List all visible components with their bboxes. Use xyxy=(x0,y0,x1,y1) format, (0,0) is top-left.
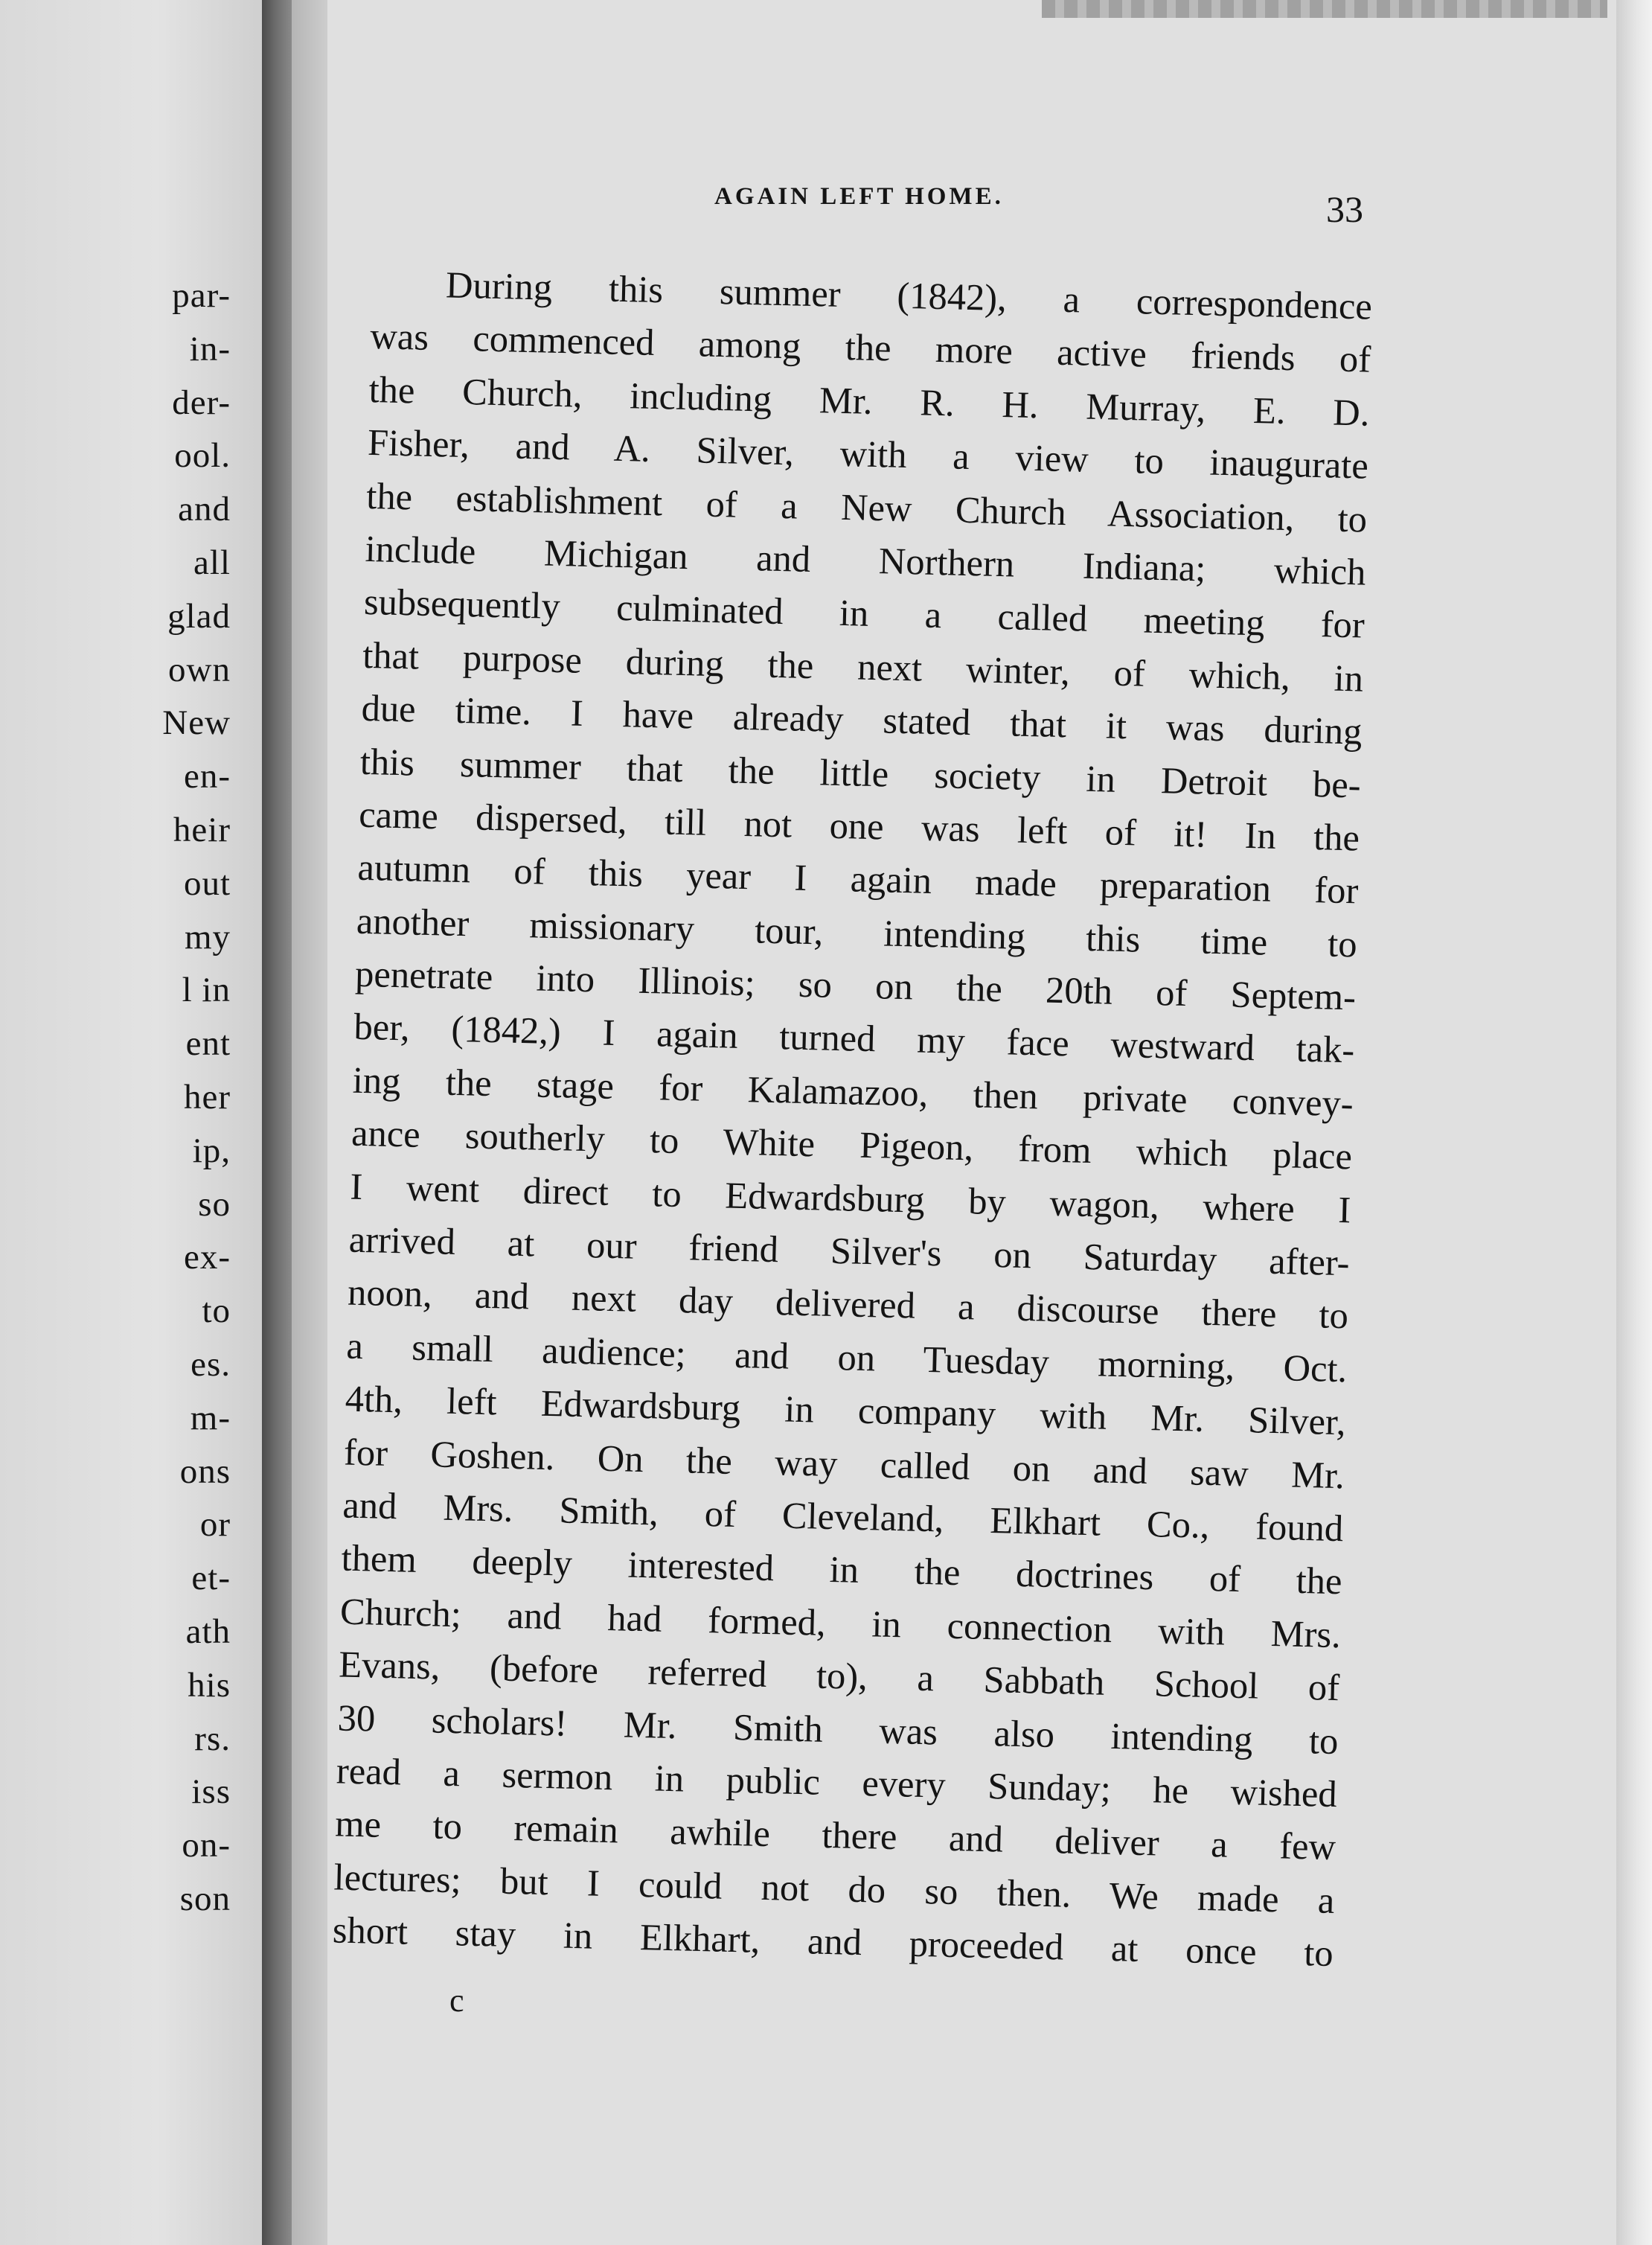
text-line: them deeply interested in the doctrines of the xyxy=(341,1536,1343,1603)
left-page-text xyxy=(162,269,231,1926)
left-line: or xyxy=(199,1505,231,1545)
left-line: glad xyxy=(167,596,231,636)
left-page-fragment xyxy=(0,0,262,2245)
left-line: New xyxy=(162,703,231,743)
text-line: for Goshen. On the way called on and saw Mr. xyxy=(343,1431,1345,1496)
text-line: ber, (1842,) I again turned my face westward tak- xyxy=(353,1006,1355,1071)
text-line: Fisher, and A. Silver, with a view to inaugurate xyxy=(367,421,1369,487)
left-line: my xyxy=(184,917,231,957)
left-line: ool. xyxy=(174,436,231,476)
left-line: in- xyxy=(189,329,231,368)
left-line: ath xyxy=(185,1612,231,1651)
left-line: own xyxy=(168,650,231,689)
left-line: out xyxy=(183,863,231,903)
text-line: Church; and had formed, in connection with Mrs. xyxy=(339,1590,1342,1655)
text-line: penetrate into Illinois; so on the 20th of Septem- xyxy=(354,952,1357,1018)
left-line: et- xyxy=(191,1559,231,1598)
left-line: her xyxy=(183,1077,231,1117)
left-line: and xyxy=(178,490,231,529)
text-line: subsequently culminated in a called meeting for xyxy=(363,581,1366,646)
left-line: ent xyxy=(185,1024,231,1064)
left-line: ip, xyxy=(192,1131,231,1170)
left-line: rs. xyxy=(194,1719,231,1758)
text-line: me to remain awhile there and deliver a few xyxy=(334,1802,1336,1868)
text-line: another missionary tour, intending this time to xyxy=(356,899,1358,965)
text-line: and Mrs. Smith, of Cleveland, Elkhart Co., found xyxy=(342,1484,1344,1550)
left-line: par- xyxy=(172,276,231,315)
body-text xyxy=(332,257,1372,1981)
left-line: en- xyxy=(183,757,231,796)
text-line: came dispersed, till not one was left of it! In the xyxy=(358,793,1360,859)
left-line: es. xyxy=(191,1344,231,1384)
text-line: autumn of this year I again made preparation for xyxy=(357,846,1359,912)
left-line: to xyxy=(202,1291,231,1331)
text-line: noon, and next day delivered a discourse there to xyxy=(347,1271,1349,1337)
text-line: this summer that the little society in Detroit be- xyxy=(359,740,1362,806)
text-line: due time. I have already stated that it was during xyxy=(361,686,1363,753)
left-line: heir xyxy=(173,810,231,849)
text-line: Evans, (before referred to), a Sabbath School of xyxy=(338,1643,1340,1709)
text-line: 4th, left Edwardsburg in company with Mr. Silver, xyxy=(345,1377,1347,1443)
text-line: short stay in Elkhart, and proceeded at once to xyxy=(332,1909,1334,1975)
text-line: a small audience; and on Tuesday morning, Oct. xyxy=(345,1324,1348,1390)
book-gutter xyxy=(292,0,327,2245)
text-line: ing the stage for Kalamazoo, then private convey- xyxy=(352,1058,1354,1125)
left-line: l in xyxy=(182,971,231,1010)
running-head: AGAIN LEFT HOME. xyxy=(714,183,1004,210)
text-line: include Michigan and Northern Indiana; which xyxy=(365,527,1367,593)
text-line: I went direct to Edwardsburg by wagon, where I xyxy=(349,1165,1351,1230)
text-line: arrived at our friend Silver's on Saturday after- xyxy=(348,1218,1351,1284)
page-edge xyxy=(1616,0,1652,2245)
left-line: all xyxy=(193,543,231,582)
text-line: read a sermon in public every Sunday; he wished xyxy=(336,1749,1338,1816)
text-line: lectures; but I could not do so then. We made a xyxy=(333,1856,1336,1921)
text-line: 30 scholars! Mr. Smith was also intending to xyxy=(337,1696,1339,1762)
text-line: During this summer (1842), a correspondence xyxy=(445,264,1373,328)
left-line: so xyxy=(198,1184,231,1224)
text-line: the establishment of a New Church Association, to xyxy=(365,474,1368,540)
left-line: ex- xyxy=(183,1238,231,1277)
left-line: ons xyxy=(179,1452,231,1491)
text-line: that purpose during the next winter, of which, in xyxy=(362,633,1364,700)
left-line: his xyxy=(188,1665,231,1705)
page-number: 33 xyxy=(1326,188,1363,230)
text-line: was commenced among the more active friends of xyxy=(369,315,1371,381)
left-line: der- xyxy=(172,383,231,422)
left-line: son xyxy=(179,1879,231,1918)
signature-mark: c xyxy=(449,1982,464,2019)
text-line: the Church, including Mr. R. H. Murray, E. D. xyxy=(368,368,1371,434)
left-line: m- xyxy=(190,1398,231,1437)
left-line: iss xyxy=(191,1772,231,1812)
left-line: on- xyxy=(182,1826,231,1865)
top-edge-bleed xyxy=(1042,0,1607,18)
book-gutter-shadow xyxy=(262,0,292,2245)
text-line: ance southerly to White Pigeon, from which place xyxy=(350,1111,1353,1178)
